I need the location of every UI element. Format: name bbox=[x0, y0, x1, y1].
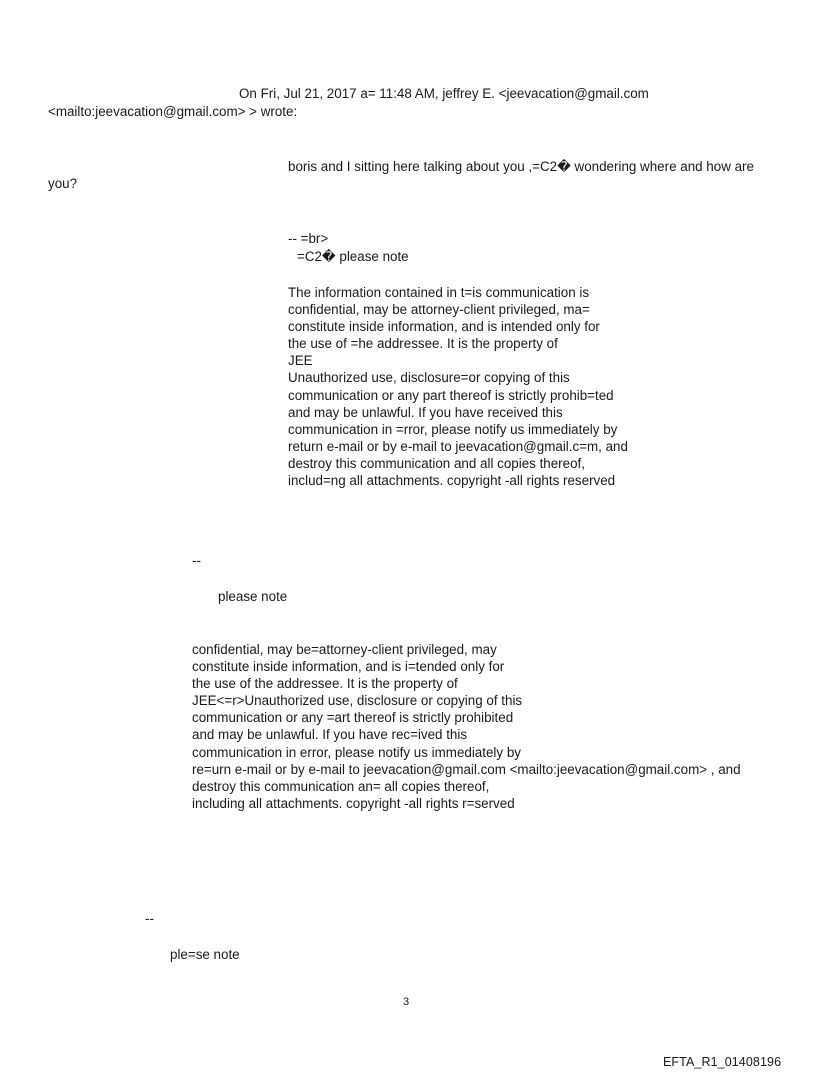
signature-note: =C2� please note bbox=[297, 249, 409, 264]
disclaimer-line: JEE bbox=[288, 353, 313, 369]
disclaimer-line: the use of the addressee. It is the property of bbox=[192, 676, 458, 692]
disclaimer-block-1 bbox=[288, 284, 628, 489]
disclaimer-line: including all attachments. copyright -all rights r=served bbox=[192, 795, 515, 811]
disclaimer-line: communication in =rror, please notify us immediately by bbox=[288, 421, 618, 437]
disclaimer-line: constitute inside information, and is intended only for bbox=[288, 319, 600, 335]
disclaimer-block-2 bbox=[192, 641, 741, 812]
signature-separator-2: -- bbox=[192, 553, 201, 568]
disclaimer-line: communication or any part thereof is strictly prohib=ted bbox=[288, 387, 614, 403]
signature-separator-3: -- bbox=[145, 911, 154, 926]
disclaimer-line: and may be unlawful. If you have received this bbox=[288, 404, 563, 420]
page-number: 3 bbox=[403, 996, 410, 1008]
disclaimer-line: constitute inside information, and is i=tended only for bbox=[192, 659, 505, 675]
quote-header-line-1: On Fri, Jul 21, 2017 a= 11:48 AM, jeffrey E. <jeevacation@gmail.com bbox=[239, 86, 649, 101]
message-line-1: boris and I sitting here talking about you ,=C2� wondering where and how are bbox=[288, 159, 754, 174]
signature-note-3: ple=se note bbox=[170, 947, 240, 962]
message-line-2: you? bbox=[48, 176, 78, 191]
disclaimer-line: confidential, may be attorney-client privileged, ma= bbox=[288, 302, 590, 318]
disclaimer-line: communication in error, please notify us immediately by bbox=[192, 744, 521, 760]
disclaimer-line: re=urn e-mail or by e-mail to jeevacation@gmail.com <mailto:jeevacation@gmail.com> , and bbox=[192, 761, 741, 777]
quote-header-line-2: <mailto:jeevacation@gmail.com> > wrote: bbox=[48, 104, 298, 119]
signature-separator: -- =br> bbox=[288, 231, 329, 246]
disclaimer-line: communication or any =art thereof is strictly prohibited bbox=[192, 710, 514, 726]
document-id: EFTA_R1_01408196 bbox=[663, 1055, 782, 1069]
disclaimer-line: return e-mail or by e-mail to jeevacation@gmail.c=m, and bbox=[288, 438, 628, 454]
disclaimer-line: Unauthorized use, disclosure=or copying of this bbox=[288, 370, 570, 386]
disclaimer-line: confidential, may be=attorney-client privileged, may bbox=[192, 642, 497, 657]
disclaimer-line: and may be unlawful. If you have rec=ived this bbox=[192, 727, 468, 743]
disclaimer-line: The information contained in t=is communication is bbox=[288, 285, 590, 300]
disclaimer-line: includ=ng all attachments. copyright -all rights reserved bbox=[288, 473, 616, 489]
disclaimer-line: destroy this communication an= all copies thereof, bbox=[192, 778, 490, 794]
disclaimer-line: JEE<=r>Unauthorized use, disclosure or copying of this bbox=[192, 693, 523, 709]
disclaimer-line: the use of =he addressee. It is the property of bbox=[288, 336, 558, 352]
signature-note-2: please note bbox=[218, 589, 288, 604]
disclaimer-line: destroy this communication and all copies thereof, bbox=[288, 455, 585, 471]
